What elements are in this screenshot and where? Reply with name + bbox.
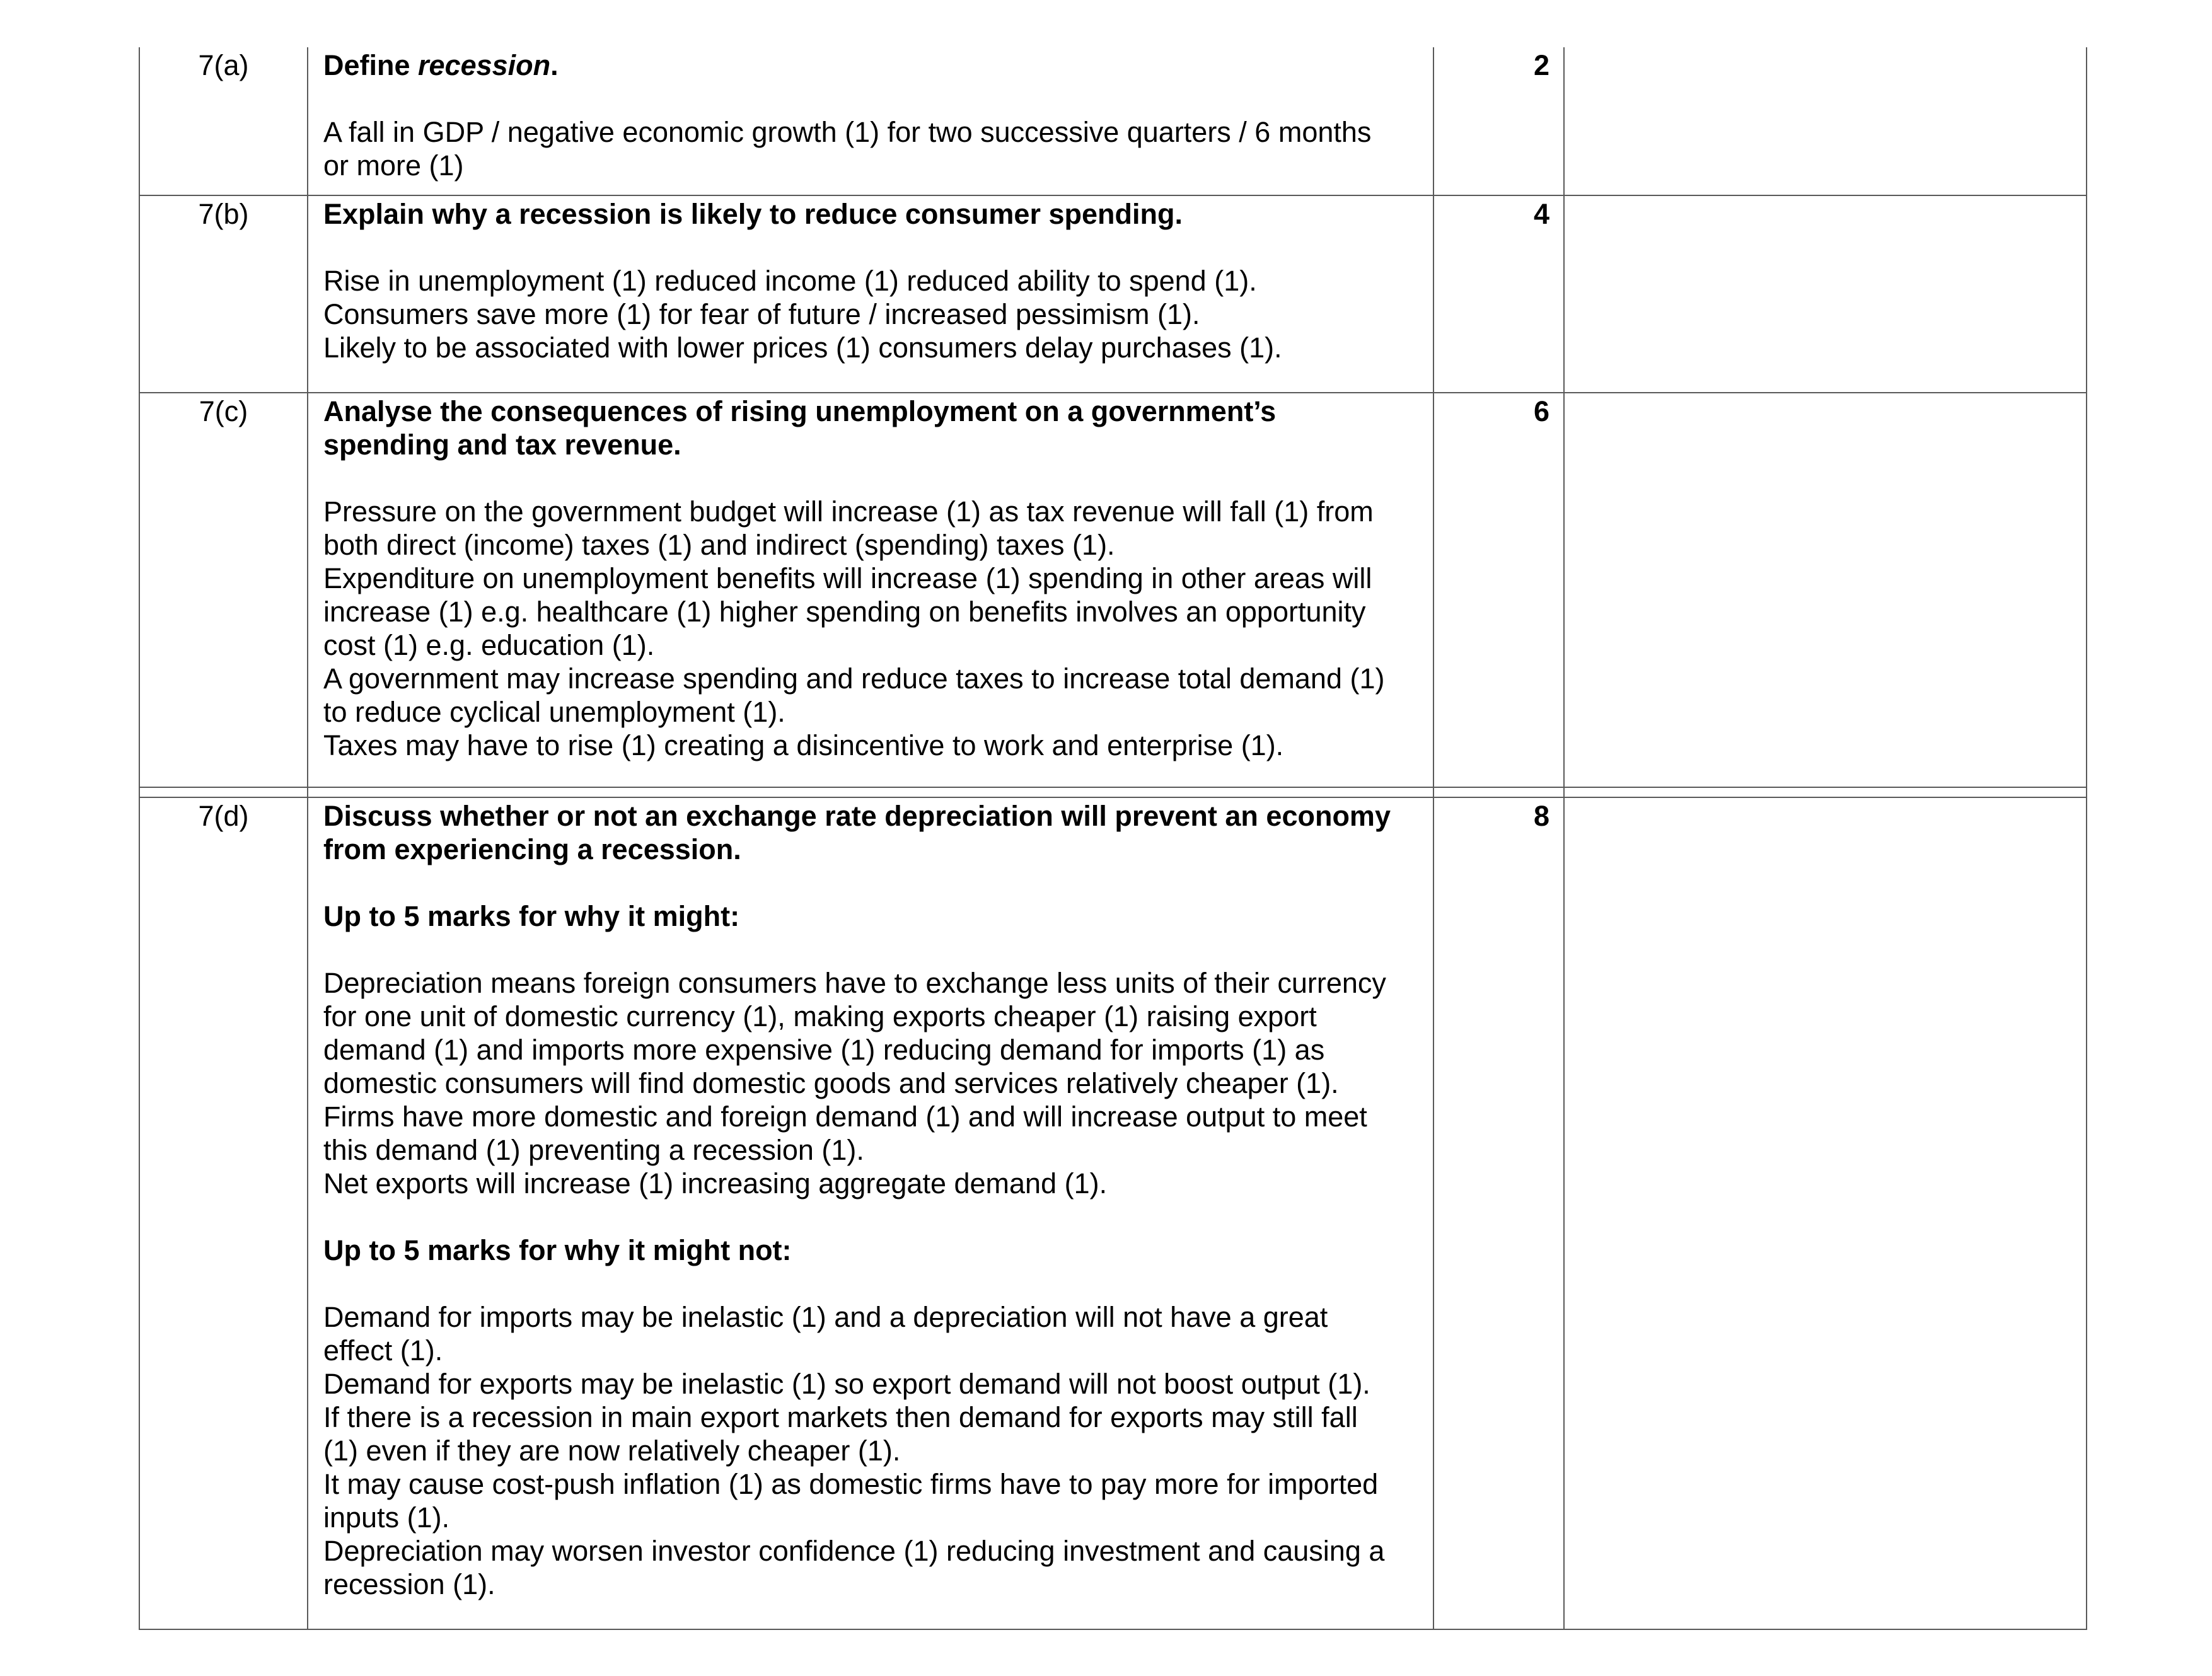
question-number: 7(c) [139,393,308,787]
question-number: 7(d) [139,797,308,1629]
answer-line: inputs (1). [323,1501,450,1534]
question-text: Discuss whether or not an exchange rate depreciation will prevent an economy [323,800,1391,832]
answer-line: increase (1) e.g. healthcare (1) higher spending on benefits involves an opportunity [323,596,1366,628]
answer-line: Depreciation may worsen investor confidence (1) reducing investment and causing a [323,1535,1385,1567]
marks-value: 2 [1433,47,1564,195]
answer-line: Rise in unemployment (1) reduced income (1) reduced ability to spend (1). [323,265,1257,297]
answer-line: Net exports will increase (1) increasing aggregate demand (1). [323,1167,1108,1199]
answer-line: domestic consumers will find domestic goods and services relatively cheaper (1). [323,1067,1339,1099]
answer-line: effect (1). [323,1334,443,1367]
answer-line: Taxes may have to rise (1) creating a disincentive to work and enterprise (1). [323,729,1284,761]
question-row-7b [139,195,2087,393]
question-number: 7(b) [139,195,308,393]
answer-line: Firms have more domestic and foreign demand (1) and will increase output to meet [323,1101,1367,1133]
question-italic-term: recession [418,49,551,81]
answer-line: (1) even if they are now relatively cheaper (1). [323,1435,901,1467]
question-row-7d [139,797,2087,1629]
row-separator [139,787,2087,797]
section-heading-might: Up to 5 marks for why it might: [323,900,740,932]
marks-value: 4 [1433,195,1564,393]
answer-line: Demand for imports may be inelastic (1) and a depreciation will not have a great [323,1301,1328,1333]
answer-cell [308,797,1433,1629]
question-text: spending and tax revenue. [323,429,681,461]
question-number: 7(a) [139,47,308,195]
mark-scheme-table [139,47,2087,1630]
answer-line: Expenditure on unemployment benefits will increase (1) spending in other areas will [323,562,1372,594]
section-heading-might-not: Up to 5 marks for why it might not: [323,1234,792,1266]
guidance-cell [1564,393,2087,787]
guidance-cell [1564,47,2087,195]
question-text: Explain why a recession is likely to reduce consumer spending. [323,198,1183,230]
question-text: Define recession. [323,49,559,81]
answer-line: to reduce cyclical unemployment (1). [323,696,785,728]
answer-line: If there is a recession in main export markets then demand for exports may still fall [323,1401,1358,1433]
answer-line: Likely to be associated with lower prices (1) consumers delay purchases (1). [323,332,1282,364]
answer-line: for one unit of domestic currency (1), making exports cheaper (1) raising export [323,1000,1317,1032]
marks-value: 6 [1433,393,1564,787]
marks-value: 8 [1433,797,1564,1629]
answer-line: A fall in GDP / negative economic growth (1) for two successive quarters / 6 months [323,116,1372,148]
guidance-cell [1564,797,2087,1629]
answer-line: It may cause cost-push inflation (1) as domestic firms have to pay more for imported [323,1468,1379,1500]
answer-cell [308,47,1433,195]
answer-line: or more (1) [323,149,464,182]
answer-line: Pressure on the government budget will increase (1) as tax revenue will fall (1) from [323,495,1374,528]
answer-line: Consumers save more (1) for fear of future / increased pessimism (1). [323,298,1200,330]
question-text: from experiencing a recession. [323,833,741,865]
answer-line: recession (1). [323,1568,495,1600]
answer-cell [308,195,1433,393]
answer-line: A government may increase spending and reduce taxes to increase total demand (1) [323,662,1385,695]
answer-line: Depreciation means foreign consumers have to exchange less units of their currency [323,967,1386,999]
answer-line: this demand (1) preventing a recession (1). [323,1134,864,1166]
answer-line: cost (1) e.g. education (1). [323,629,655,661]
question-text: Analyse the consequences of rising unemployment on a government’s [323,395,1277,427]
answer-line: Demand for exports may be inelastic (1) so export demand will not boost output (1). [323,1368,1370,1400]
guidance-cell [1564,195,2087,393]
answer-line: demand (1) and imports more expensive (1) reducing demand for imports (1) as [323,1034,1325,1066]
question-row-7c [139,393,2087,787]
answer-cell [308,393,1433,787]
answer-line: both direct (income) taxes (1) and indirect (spending) taxes (1). [323,529,1115,561]
question-row-7a [139,47,2087,195]
